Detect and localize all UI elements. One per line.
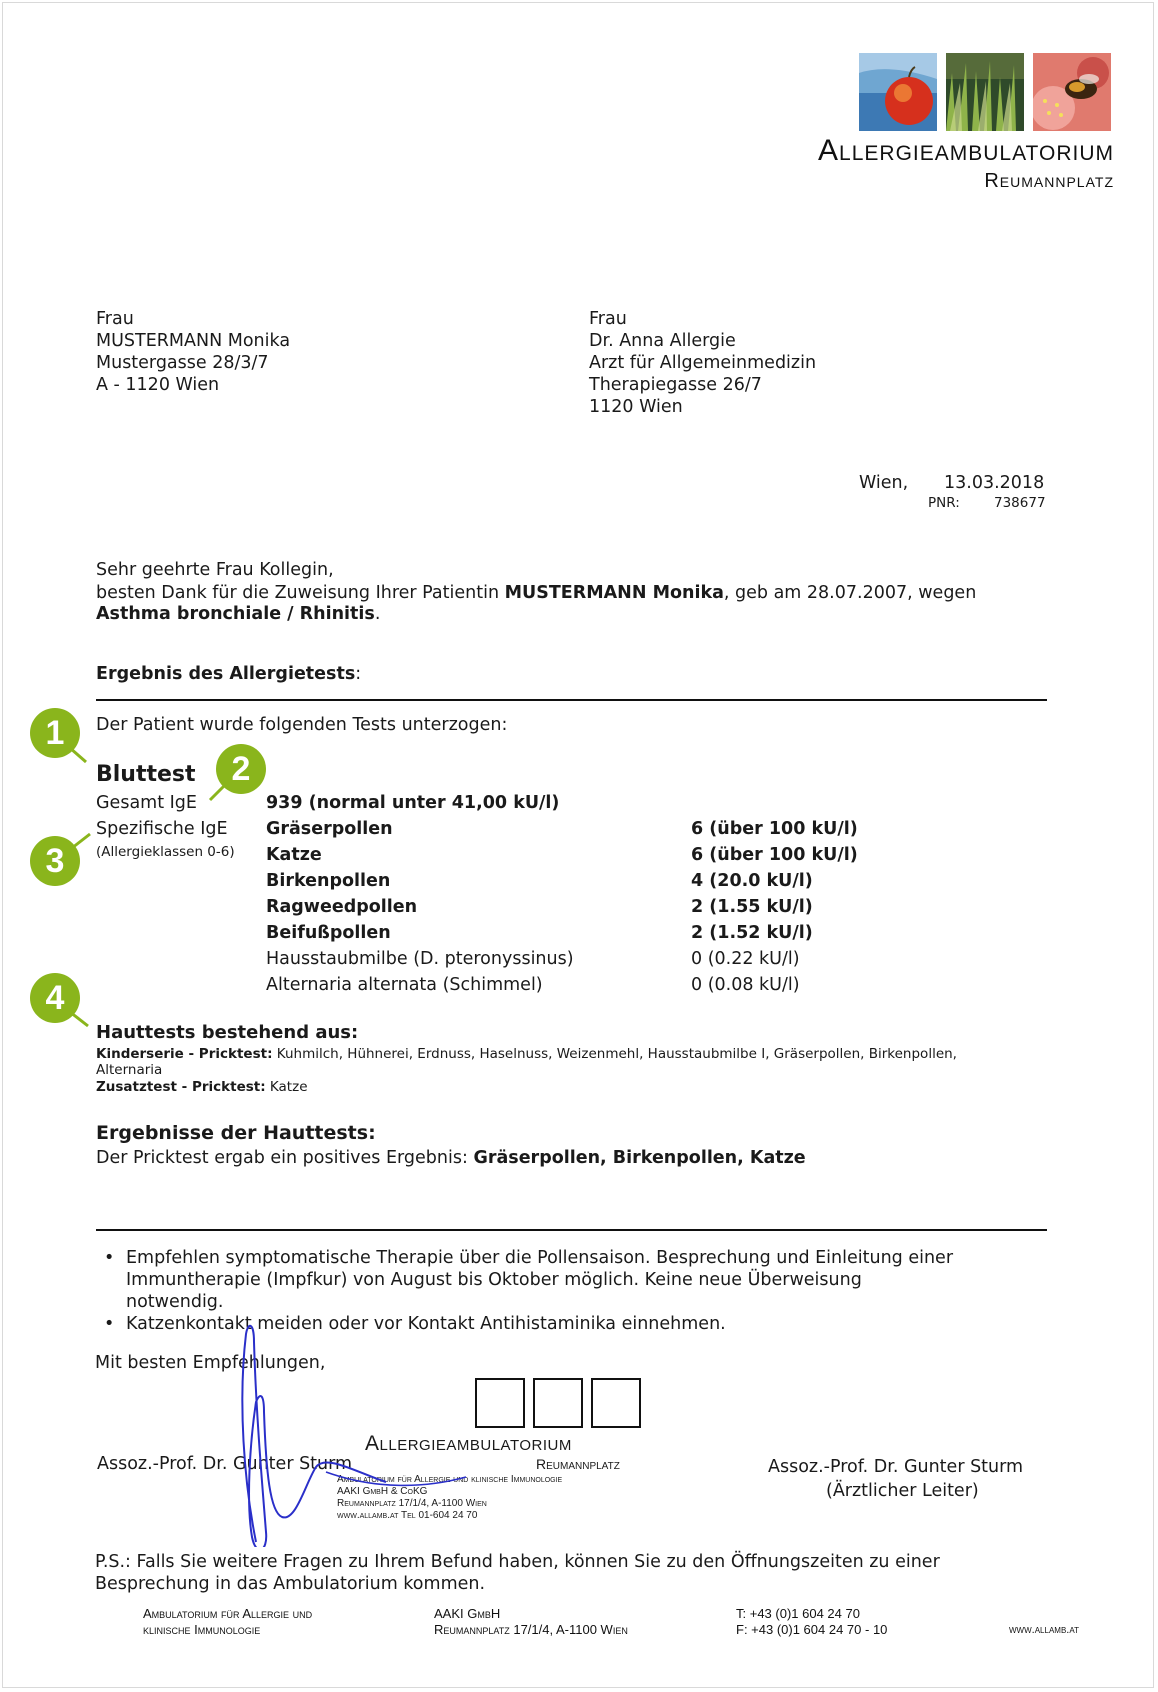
signer-right: Assoz.-Prof. Dr. Gunter Sturm bbox=[768, 1457, 1024, 1477]
allergen-name: Birkenpollen bbox=[266, 871, 391, 891]
doctor-salutation: Frau bbox=[589, 309, 627, 329]
skin-tests-heading: Hauttests bestehend aus: bbox=[96, 1022, 359, 1043]
divider-bottom bbox=[96, 1229, 1047, 1231]
bullet-icon: • bbox=[104, 1248, 115, 1268]
footer-org bbox=[143, 1606, 312, 1638]
signer-left: Assoz.-Prof. Dr. Gunter Sturm bbox=[97, 1454, 353, 1474]
skin-results-heading: Ergebnisse der Hauttests: bbox=[96, 1122, 376, 1144]
pnr-label: PNR: bbox=[928, 495, 960, 511]
footer-company-line: AAKI GmbH bbox=[434, 1606, 501, 1621]
patient-salutation: Frau bbox=[96, 309, 134, 329]
footer-company-line: Reumannplatz 17/1/4, A-1100 Wien bbox=[434, 1622, 628, 1637]
skin-results-text: Der Pricktest ergab ein positives Ergebnis: bbox=[96, 1148, 468, 1168]
allergen-value: 4 (20.0 kU/l) bbox=[691, 871, 813, 891]
doctor-title: Arzt für Allgemeinmedizin bbox=[589, 353, 817, 373]
date-place: Wien, bbox=[859, 473, 909, 493]
letter-date: 13.03.2018 bbox=[944, 473, 1045, 493]
closing-regards: Mit besten Empfehlungen, bbox=[95, 1353, 326, 1373]
recommendation-line: Empfehlen symptomatische Therapie über die Pollensaison. Besprechung und Einleitung einer bbox=[126, 1248, 954, 1268]
bee-photo bbox=[1033, 53, 1111, 131]
annotation-badge-4: 4 bbox=[30, 973, 80, 1023]
skin-results-line bbox=[96, 1147, 806, 1169]
allergen-name: Gräserpollen bbox=[266, 819, 393, 839]
stamp-subtitle: Reumannplatz bbox=[536, 1456, 620, 1472]
zusatztest-items: Katze bbox=[269, 1079, 308, 1095]
postscript-line2: Besprechung in das Ambulatorium kommen. bbox=[95, 1574, 486, 1594]
allergen-name: Hausstaubmilbe (D. pteronyssinus) bbox=[266, 949, 574, 969]
stamp-line: Reumannplatz 17/1/4, A-1100 Wien bbox=[337, 1498, 487, 1509]
allergen-value: 0 (0.08 kU/l) bbox=[691, 975, 800, 995]
brand-title: Allergieambulatorium bbox=[818, 134, 1114, 167]
recommendation-line: Immuntherapie (Impfkur) von August bis Oktober möglich. Keine neue Überweisung bbox=[126, 1270, 862, 1290]
annotation-badge-1: 1 bbox=[30, 708, 80, 758]
brand-subtitle: Reumannplatz bbox=[984, 170, 1114, 192]
signer-right-role: (Ärztlicher Leiter) bbox=[826, 1481, 979, 1501]
intro-text: besten Dank für die Zuweisung Ihrer Patientin bbox=[96, 583, 500, 603]
footer-website[interactable]: www.allamb.at bbox=[1009, 1624, 1079, 1636]
allergen-value: 6 (über 100 kU/l) bbox=[691, 819, 858, 839]
footer-fax: F: +43 (0)1 604 24 70 - 10 bbox=[736, 1622, 888, 1637]
annotation-badge-3: 3 bbox=[30, 836, 80, 886]
kinderserie-label: Kinderserie - Pricktest: bbox=[96, 1046, 273, 1062]
allergen-value: 0 (0.22 kU/l) bbox=[691, 949, 800, 969]
spezifisch-ige-label: Spezifische IgE bbox=[96, 819, 228, 839]
stamp-line: www.allamb.at Tel 01-604 24 70 bbox=[337, 1510, 478, 1521]
allergen-name: Ragweedpollen bbox=[266, 897, 418, 917]
tests-intro: Der Patient wurde folgenden Tests unterzogen: bbox=[96, 715, 508, 735]
recommendation-line: notwendig. bbox=[126, 1292, 224, 1312]
intro-patient-name: MUSTERMANN Monika bbox=[504, 583, 724, 603]
kinderserie-items: Kuhmilch, Hühnerei, Erdnuss, Haselnuss, Weizenmehl, Hausstaubmilbe I, Gräserpollen, Birkenpollen, bbox=[276, 1046, 957, 1062]
doctor-city: 1120 Wien bbox=[589, 397, 683, 417]
greeting: Sehr geehrte Frau Kollegin, bbox=[96, 560, 334, 580]
allergen-value: 2 (1.52 kU/l) bbox=[691, 923, 813, 943]
doctor-street: Therapiegasse 26/7 bbox=[589, 375, 762, 395]
postscript-line1: P.S.: Falls Sie weitere Fragen zu Ihrem Befund haben, können Sie zu den Öffnungszeiten zu einer bbox=[95, 1552, 940, 1572]
allergen-name: Beifußpollen bbox=[266, 923, 391, 943]
allergy-classes-note: (Allergieklassen 0-6) bbox=[96, 844, 235, 860]
skin-results-items: Gräserpollen, Birkenpollen, Katze bbox=[473, 1148, 806, 1168]
stamp-title: Allergieambulatorium bbox=[365, 1432, 572, 1455]
pnr-value: 738677 bbox=[994, 495, 1046, 511]
kinderserie-items-cont: Alternaria bbox=[96, 1062, 163, 1078]
apple-photo bbox=[859, 53, 937, 131]
gesamt-ige-value: 939 (normal unter 41,00 kU/l) bbox=[266, 793, 560, 813]
grass-photo bbox=[946, 53, 1024, 131]
footer-org-line: Ambulatorium für Allergie und bbox=[143, 1606, 313, 1621]
handwritten-signature bbox=[226, 1322, 486, 1547]
stamp-logo bbox=[475, 1378, 645, 1430]
stamp-line: AAKI GmbH & CoKG bbox=[337, 1486, 428, 1497]
zusatztest-label: Zusatztest - Pricktest: bbox=[96, 1079, 266, 1095]
bullet-icon: • bbox=[104, 1314, 115, 1334]
intro-text-end: , geb am 28.07.2007, wegen bbox=[723, 583, 977, 603]
allergen-name: Alternaria alternata (Schimmel) bbox=[266, 975, 543, 995]
allergen-value: 2 (1.55 kU/l) bbox=[691, 897, 813, 917]
patient-name: MUSTERMANN Monika bbox=[96, 331, 291, 351]
stamp-line: Ambulatorium für Allergie und klinische Immunologie bbox=[337, 1474, 563, 1485]
allergen-name: Katze bbox=[266, 845, 322, 865]
results-heading: Ergebnis des Allergietests bbox=[96, 664, 356, 684]
footer-company bbox=[434, 1606, 628, 1638]
recommendation-line: Katzenkontakt meiden oder vor Kontakt Antihistaminika einnehmen. bbox=[126, 1314, 726, 1334]
doctor-address bbox=[589, 308, 816, 418]
results-heading-colon: : bbox=[355, 664, 362, 684]
patient-city: A - 1120 Wien bbox=[96, 375, 220, 395]
badge-pointers bbox=[0, 0, 300, 1100]
footer-contact bbox=[736, 1606, 887, 1638]
diagnosis: Asthma bronchiale / Rhinitis bbox=[96, 604, 375, 624]
patient-street: Mustergasse 28/3/7 bbox=[96, 353, 269, 373]
footer-phone: T: +43 (0)1 604 24 70 bbox=[736, 1606, 860, 1621]
footer-org-line: klinische Immunologie bbox=[143, 1622, 261, 1637]
diagnosis-period: . bbox=[374, 604, 381, 624]
doctor-name: Dr. Anna Allergie bbox=[589, 331, 736, 351]
gesamt-ige-label: Gesamt IgE bbox=[96, 793, 197, 813]
bluttest-heading: Bluttest bbox=[96, 762, 196, 787]
allergen-value: 6 (über 100 kU/l) bbox=[691, 845, 858, 865]
annotation-badge-2: 2 bbox=[216, 744, 266, 794]
recommendation-item bbox=[104, 1247, 953, 1313]
